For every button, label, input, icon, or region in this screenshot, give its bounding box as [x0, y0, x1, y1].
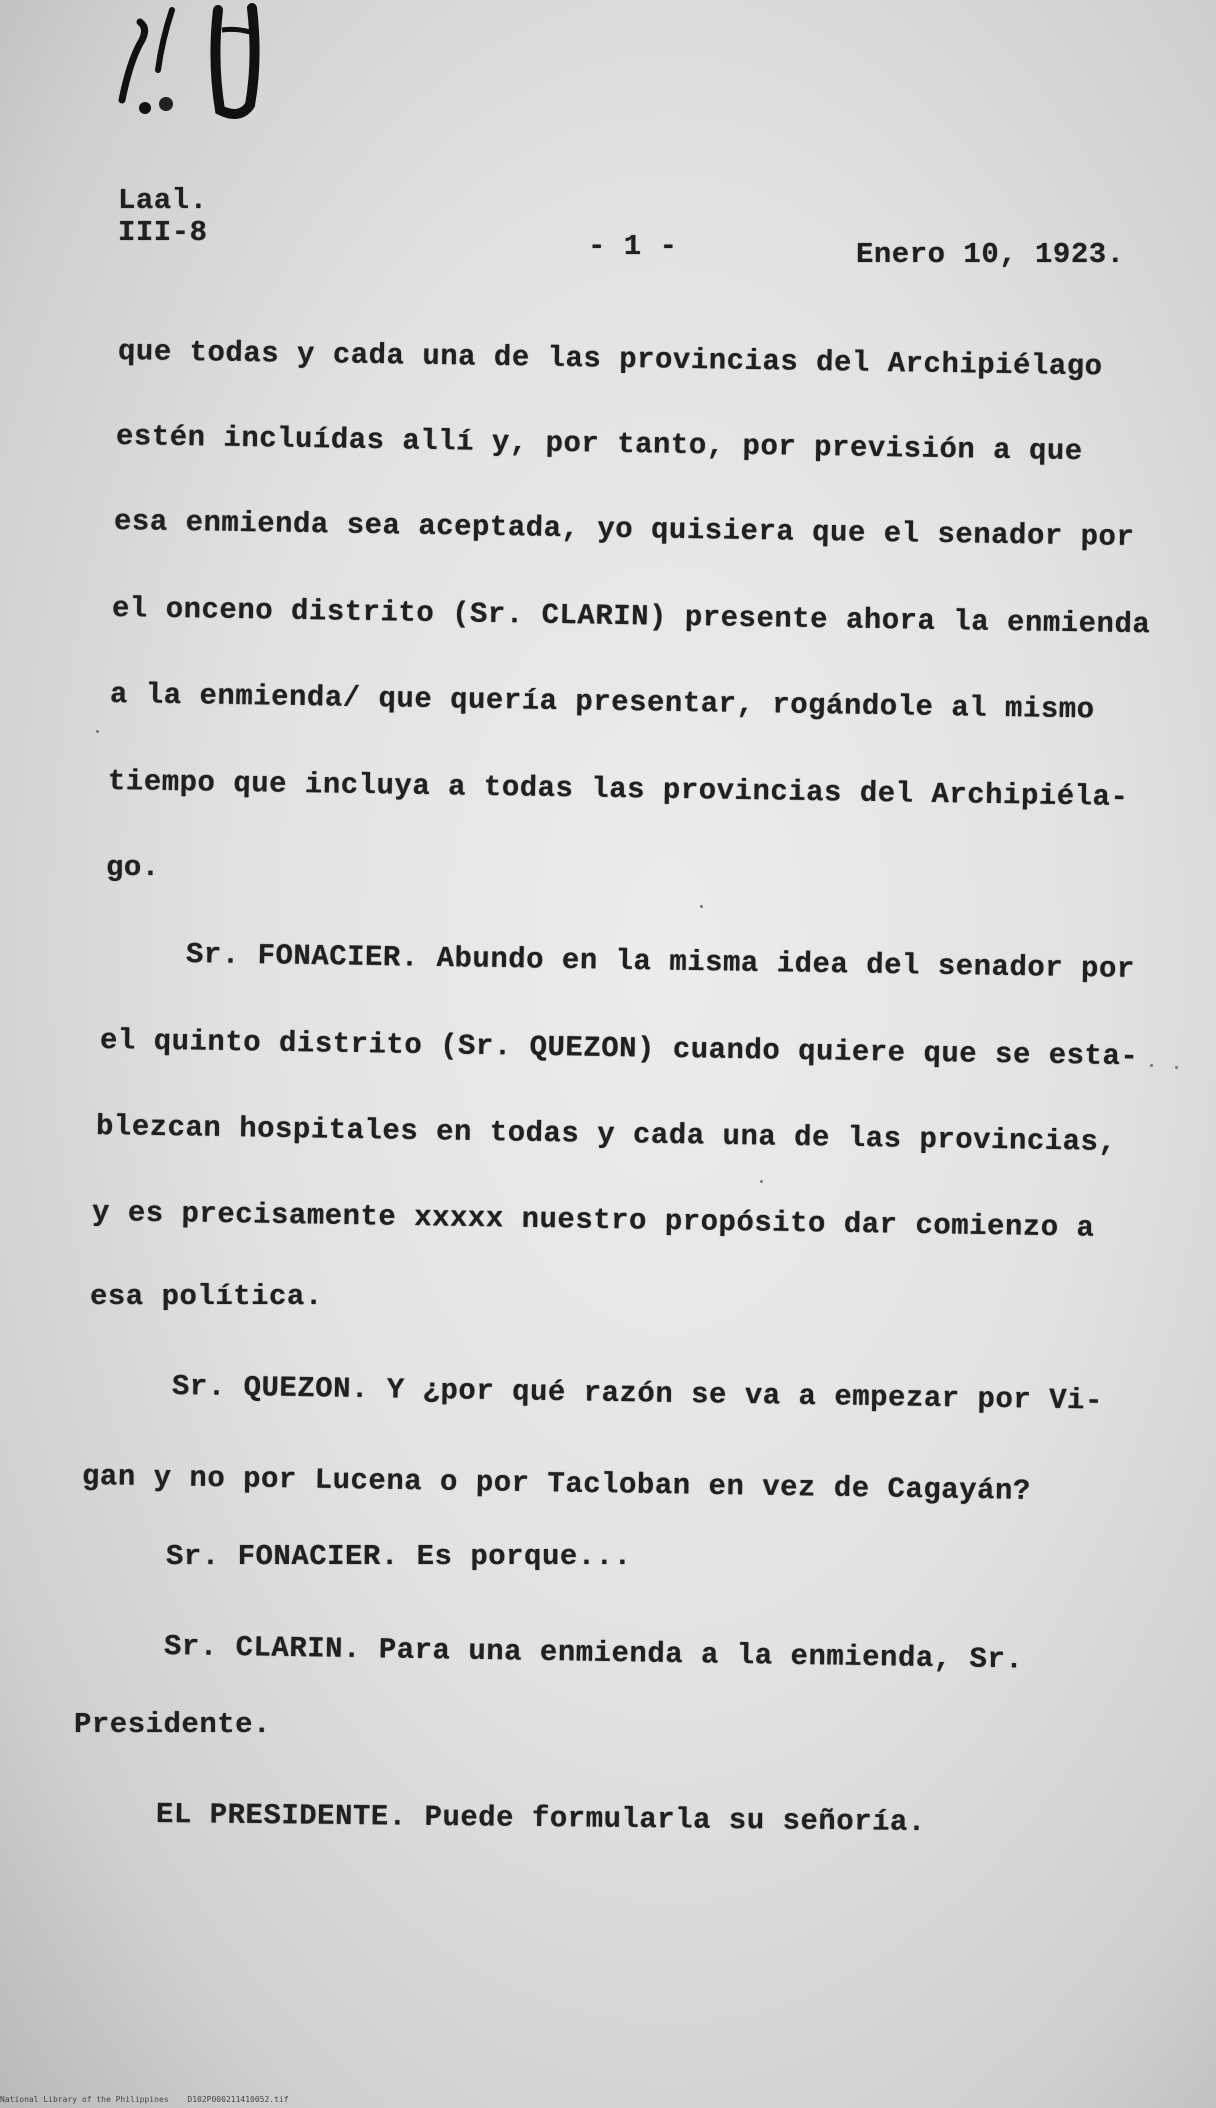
text-line: estén incluídas allí y, por tanto, por previsión a que: [115, 420, 1083, 469]
text-line: blezcan hospitales en todas y cada una de las provincias,: [95, 1110, 1117, 1160]
text-line: esa política.: [90, 1280, 323, 1313]
paper-speck: [700, 905, 703, 908]
text-line: Presidente.: [74, 1708, 271, 1741]
paper-speck: [1175, 1066, 1178, 1069]
document-date: Enero 10, 1923.: [856, 238, 1125, 271]
text-line: a la enmienda/ que quería presentar, rogándole al mismo: [109, 678, 1095, 727]
footer-filename: D102P000211410052.tif: [187, 2095, 289, 2104]
paper-speck: [1150, 1064, 1153, 1067]
paper-speck: [760, 1180, 763, 1183]
page-number: - 1 -: [588, 230, 678, 263]
handwritten-mark: [100, 0, 300, 130]
text-line: el onceno distrito (Sr. CLARIN) presente ahora la enmienda: [111, 592, 1151, 642]
text-line: gan y no por Lucena o por Tacloban en vez de Cagayán?: [81, 1460, 1032, 1508]
scan-footer: [0, 2095, 303, 2105]
text-line: y es precisamente xxxxx nuestro propósito dar comienzo a: [91, 1196, 1095, 1245]
text-line: que todas y cada una de las provincias del Archipiélago: [117, 335, 1103, 384]
text-line: EL PRESIDENTE. Puede formularla su señoría.: [155, 1798, 926, 1840]
text-line: tiempo que incluya a todas las provincias del Archipiéla-: [107, 765, 1129, 815]
text-line: Sr. FONACIER. Es porque...: [166, 1540, 632, 1573]
text-line: go.: [106, 851, 160, 884]
text-line: el quinto distrito (Sr. QUEZON) cuando quiere que se esta-: [99, 1024, 1139, 1074]
paper-speck: [96, 730, 99, 733]
footer-source: National Library of the Philippines: [0, 2095, 169, 2104]
text-line: Sr. QUEZON. Y ¿por qué razón se va a empezar por Vi-: [171, 1370, 1104, 1418]
text-line: esa enmienda sea aceptada, yo quisiera que el senador por: [113, 505, 1135, 555]
text-line: Sr. CLARIN. Para una enmienda a la enmienda, Sr.: [163, 1630, 1024, 1677]
text-line: Sr. FONACIER. Abundo en la misma idea del senador por: [185, 938, 1136, 986]
document-code-line1: Laal.: [118, 184, 208, 217]
document-code-line2: III-8: [118, 216, 208, 249]
